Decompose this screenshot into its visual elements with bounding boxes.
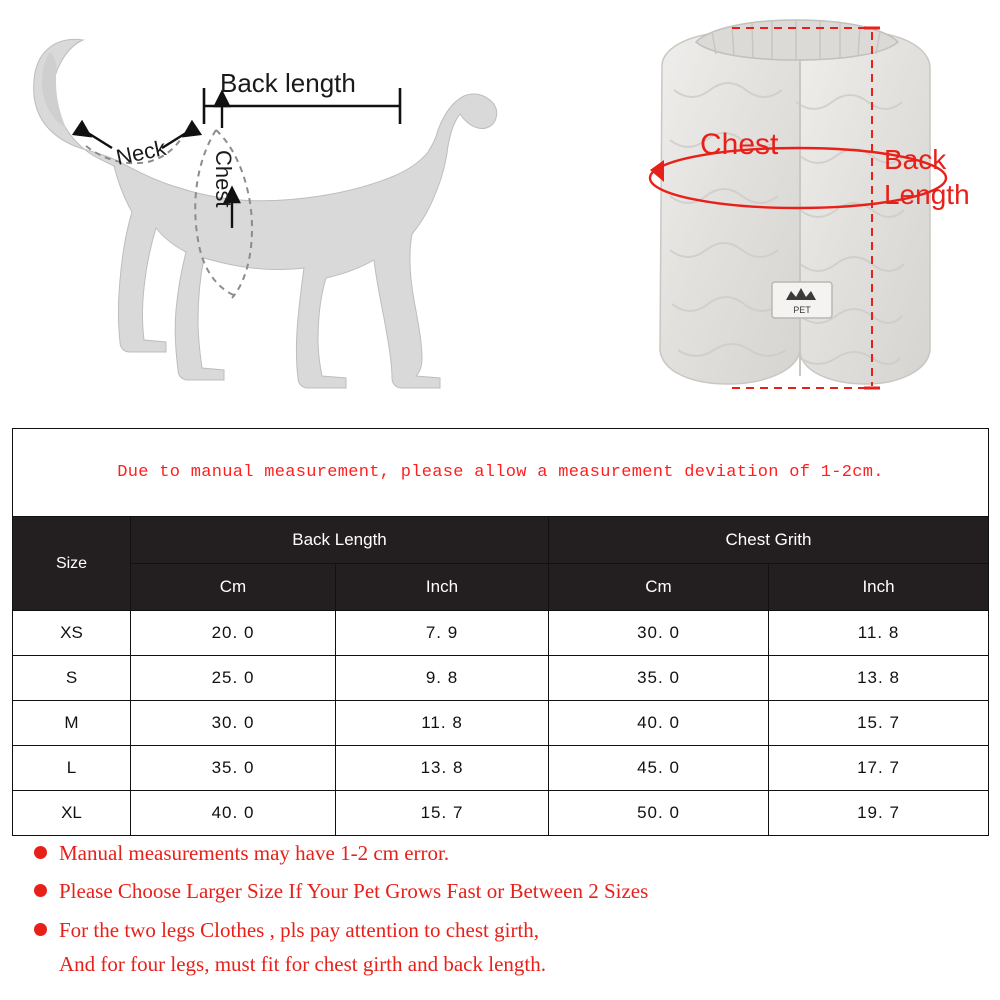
row-size: XL [13, 791, 131, 836]
garment-label-back-length-line2: Length [884, 179, 970, 210]
row-chest-inch: 17. 7 [769, 746, 989, 791]
row-back-inch: 9. 8 [336, 656, 549, 701]
bullet-icon [34, 846, 47, 859]
header-back-cm: Cm [131, 564, 336, 611]
svg-text:PET: PET [793, 305, 811, 315]
header-size: Size [13, 517, 131, 611]
bullet-icon [34, 884, 47, 897]
row-size: S [13, 656, 131, 701]
row-chest-inch: 13. 8 [769, 656, 989, 701]
bullet-icon [34, 923, 47, 936]
row-back-inch: 13. 8 [336, 746, 549, 791]
header-chest-girth: Chest Grith [549, 517, 989, 564]
row-back-cm: 35. 0 [131, 746, 336, 791]
row-back-inch: 15. 7 [336, 791, 549, 836]
dog-label-back-length: Back length [220, 68, 356, 98]
header-chest-inch: Inch [769, 564, 989, 611]
row-chest-cm: 50. 0 [549, 791, 769, 836]
garment-label-chest: Chest [700, 128, 779, 161]
row-chest-cm: 40. 0 [549, 701, 769, 746]
size-table-wrap [12, 428, 988, 836]
row-chest-cm: 45. 0 [549, 746, 769, 791]
note-item [34, 915, 974, 945]
note-item [34, 838, 974, 868]
table-header-group-row [13, 517, 989, 564]
row-size: XS [13, 611, 131, 656]
row-chest-inch: 11. 8 [769, 611, 989, 656]
row-chest-inch: 15. 7 [769, 701, 989, 746]
row-size: L [13, 746, 131, 791]
measurement-notice: Due to manual measurement, please allow a measurement deviation of 1-2cm. [13, 429, 989, 517]
garment-diagram [600, 10, 1000, 410]
header-chest-cm: Cm [549, 564, 769, 611]
notes-list [34, 838, 974, 980]
dog-diagram [8, 10, 528, 410]
row-back-cm: 40. 0 [131, 791, 336, 836]
row-chest-inch: 19. 7 [769, 791, 989, 836]
row-size: M [13, 701, 131, 746]
illustration-area [0, 0, 1000, 420]
table-row [13, 791, 989, 836]
dog-label-chest: Chest [211, 150, 236, 208]
row-chest-cm: 30. 0 [549, 611, 769, 656]
row-back-inch: 11. 8 [336, 701, 549, 746]
dog-label-neck: Neck [113, 135, 169, 170]
header-back-length: Back Length [131, 517, 549, 564]
note-text: Please Choose Larger Size If Your Pet Grows Fast or Between 2 Sizes [59, 879, 649, 904]
size-table [12, 428, 989, 836]
table-row [13, 656, 989, 701]
row-back-inch: 7. 9 [336, 611, 549, 656]
header-back-inch: Inch [336, 564, 549, 611]
garment-label-back-length-line1: Back [884, 144, 947, 175]
table-row [13, 746, 989, 791]
note-continuation: And for four legs, must fit for chest girth and back length. [59, 952, 546, 977]
garment-label-back-length [884, 142, 970, 212]
table-row [13, 701, 989, 746]
row-back-cm: 30. 0 [131, 701, 336, 746]
table-notice-row [13, 429, 989, 517]
row-chest-cm: 35. 0 [549, 656, 769, 701]
note-item [34, 876, 974, 906]
garment-tag [772, 282, 832, 318]
table-row [13, 611, 989, 656]
row-back-cm: 25. 0 [131, 656, 336, 701]
note-text: Manual measurements may have 1-2 cm error. [59, 841, 450, 865]
row-back-cm: 20. 0 [131, 611, 336, 656]
table-header-unit-row [13, 564, 989, 611]
note-text: For the two legs Clothes , pls pay attention to chest girth, [59, 917, 540, 942]
